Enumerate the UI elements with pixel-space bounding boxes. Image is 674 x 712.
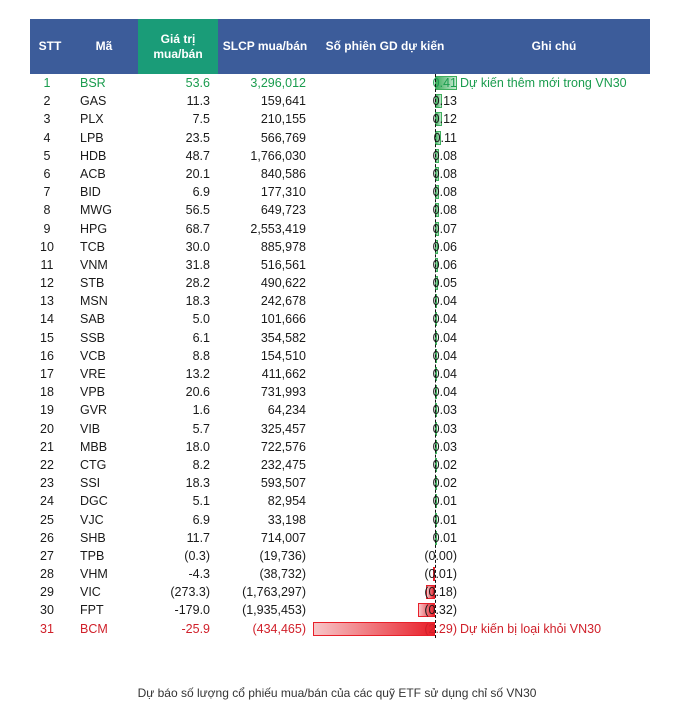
- row-stt: 31: [40, 621, 54, 636]
- table-row: [30, 74, 650, 92]
- row-note: [460, 147, 650, 165]
- row-sessions: (0.18): [424, 585, 457, 600]
- row-value: 56.5: [185, 203, 210, 218]
- row-ticker: DGC: [80, 494, 108, 509]
- row-shares: 566,769: [260, 130, 306, 145]
- row-stt: 7: [43, 185, 51, 200]
- row-sessions: 0.04: [432, 312, 457, 327]
- row-sessions: 0.02: [432, 476, 457, 491]
- row-sessions: 0.01: [432, 530, 457, 545]
- row-shares: 154,510: [260, 348, 306, 363]
- row-value: 6.1: [192, 330, 210, 345]
- table-row: [30, 401, 650, 419]
- row-value: 28.2: [185, 276, 210, 291]
- row-ticker: VCB: [80, 348, 106, 363]
- table-row: [30, 547, 650, 565]
- row-note: [460, 529, 650, 547]
- row-ticker: VIB: [80, 421, 101, 436]
- row-value: 13.2: [185, 367, 210, 381]
- row-ticker: STB: [80, 276, 105, 291]
- row-shares: 3,296,012: [250, 76, 306, 90]
- table-row: [30, 383, 650, 401]
- row-note: [460, 583, 650, 601]
- row-stt: 3: [43, 112, 51, 127]
- table-row: [30, 347, 650, 365]
- table-row: [30, 620, 650, 638]
- row-stt: 16: [40, 348, 54, 363]
- row-stt: 30: [40, 603, 54, 618]
- row-ticker: VJC: [80, 512, 104, 527]
- row-ticker: MSN: [80, 294, 108, 309]
- session-zero-axis: [435, 74, 436, 638]
- row-value: -179.0: [174, 603, 210, 618]
- row-note: [460, 201, 650, 219]
- row-sessions: 0.01: [432, 512, 457, 527]
- table-caption: Dự báo số lượng cổ phiếu mua/bán của các quỹ ETF sử dụng chỉ số VN30: [137, 686, 537, 700]
- header-slcp: SLCP mua/bán: [222, 39, 308, 53]
- row-ticker: SSI: [80, 476, 101, 491]
- row-sessions: 0.04: [432, 385, 457, 400]
- row-value: 5.1: [192, 494, 210, 509]
- row-value: 23.5: [185, 130, 210, 145]
- row-note: [460, 456, 650, 474]
- row-sessions: (0.32): [424, 603, 457, 618]
- row-note: [460, 183, 650, 201]
- row-ticker: VHM: [80, 567, 108, 582]
- row-ticker: ACB: [80, 166, 106, 181]
- row-sessions: 0.12: [432, 112, 457, 127]
- row-value: 20.1: [185, 166, 210, 181]
- table-row: [30, 183, 650, 201]
- row-sessions: 0.07: [432, 221, 457, 236]
- row-note: [460, 310, 650, 328]
- header-so-phien: Số phiên GD dự kiến: [325, 39, 445, 53]
- row-shares: 714,007: [260, 530, 306, 545]
- row-sessions: 0.11: [433, 130, 457, 145]
- row-note: [460, 601, 650, 619]
- row-shares: 325,457: [260, 421, 306, 436]
- row-ticker: VIC: [80, 585, 101, 600]
- row-note: [460, 129, 650, 147]
- row-stt: 23: [40, 476, 54, 491]
- row-value: 11.7: [186, 530, 210, 545]
- row-shares: 210,155: [260, 112, 306, 127]
- table-row: [30, 365, 650, 383]
- row-shares: 177,310: [260, 185, 306, 200]
- row-ticker: PLX: [80, 112, 104, 127]
- table-row: [30, 256, 650, 274]
- row-stt: 6: [43, 166, 51, 181]
- row-stt: 14: [40, 312, 54, 327]
- row-shares: 722,576: [260, 439, 306, 454]
- row-stt: 9: [43, 221, 51, 236]
- row-ticker: SAB: [80, 312, 106, 327]
- row-shares: 242,678: [260, 294, 306, 309]
- row-value: 48.7: [185, 148, 210, 163]
- row-sessions: 0.05: [432, 276, 457, 291]
- row-ticker: VPB: [80, 385, 106, 400]
- table-row: [30, 565, 650, 583]
- row-sessions: 0.04: [432, 348, 457, 363]
- header-stt: STT: [38, 39, 62, 53]
- row-sessions: 0.41: [432, 76, 457, 90]
- row-note: Dự kiến bị loại khỏi VN30: [460, 621, 602, 636]
- row-shares: 101,666: [260, 312, 306, 327]
- table-row: [30, 129, 650, 147]
- row-ticker: SHB: [80, 530, 106, 545]
- row-sessions: 0.03: [432, 421, 457, 436]
- row-value: -4.3: [188, 567, 210, 582]
- row-shares: 64,234: [267, 403, 306, 418]
- row-note: [460, 474, 650, 492]
- table-row: [30, 529, 650, 547]
- table-row: [30, 583, 650, 601]
- table-row: [30, 420, 650, 438]
- row-value: 1.6: [192, 403, 210, 418]
- row-ticker: GAS: [80, 94, 107, 109]
- row-stt: 4: [43, 130, 51, 145]
- row-note: [460, 256, 650, 274]
- row-stt: 11: [40, 257, 54, 272]
- table-row: [30, 220, 650, 238]
- row-shares: 1,766,030: [250, 148, 306, 163]
- row-ticker: HDB: [80, 148, 107, 163]
- header-ghi-chu: Ghi chú: [531, 39, 577, 53]
- row-value: 7.5: [192, 112, 210, 127]
- row-sessions: 0.02: [432, 457, 457, 472]
- etf-forecast-table: [30, 19, 650, 638]
- row-stt: 18: [40, 385, 54, 400]
- row-value: 18.0: [185, 439, 210, 454]
- row-shares: 840,586: [260, 166, 306, 181]
- row-stt: 5: [43, 148, 51, 163]
- row-note: [460, 511, 650, 529]
- row-stt: 26: [40, 530, 54, 545]
- row-note: [460, 292, 650, 310]
- row-note: [460, 565, 650, 583]
- row-value: 20.6: [185, 385, 210, 400]
- row-stt: 12: [40, 276, 54, 291]
- row-sessions: 0.08: [432, 203, 457, 218]
- row-sessions: 0.03: [432, 439, 457, 454]
- table-body: [30, 74, 650, 638]
- row-shares: 593,507: [260, 476, 306, 491]
- row-note: [460, 401, 650, 419]
- row-stt: 29: [40, 585, 54, 600]
- row-value: 6.9: [192, 512, 210, 527]
- table-row: [30, 274, 650, 292]
- row-sessions: 0.01: [432, 494, 457, 509]
- row-shares: 159,641: [260, 94, 306, 109]
- row-shares: 33,198: [267, 512, 306, 527]
- row-shares: 516,561: [260, 257, 306, 272]
- row-note: [460, 110, 650, 128]
- row-shares: 82,954: [267, 494, 306, 509]
- row-note: [460, 165, 650, 183]
- row-sessions: 0.08: [432, 148, 457, 163]
- row-value: 68.7: [185, 221, 210, 236]
- row-sessions: 0.04: [432, 330, 457, 345]
- row-stt: 2: [43, 94, 51, 109]
- row-note: [460, 420, 650, 438]
- row-value: -25.9: [181, 621, 210, 636]
- row-ticker: SSB: [80, 330, 106, 345]
- row-value: 30.0: [185, 239, 210, 254]
- row-stt: 24: [40, 494, 54, 509]
- row-sessions: (0.01): [424, 567, 457, 582]
- row-ticker: BID: [80, 185, 101, 200]
- row-ticker: MWG: [80, 203, 112, 218]
- row-value: (273.3): [170, 585, 210, 600]
- row-note: [460, 92, 650, 110]
- row-shares: 731,993: [260, 385, 306, 400]
- row-stt: 19: [40, 403, 54, 418]
- row-shares: 232,475: [260, 457, 306, 472]
- row-note: [460, 220, 650, 238]
- row-stt: 8: [43, 203, 51, 218]
- row-stt: 20: [40, 421, 54, 436]
- table-row: [30, 92, 650, 110]
- row-note: [460, 347, 650, 365]
- row-value: (0.3): [184, 548, 210, 563]
- row-ticker: MBB: [80, 439, 108, 454]
- row-sessions: 0.13: [432, 94, 457, 109]
- table-row: [30, 601, 650, 619]
- row-value: 18.3: [185, 476, 210, 491]
- row-stt: 15: [40, 330, 54, 345]
- row-ticker: TCB: [80, 239, 105, 254]
- row-stt: 25: [40, 512, 54, 527]
- row-shares: (38,732): [259, 567, 306, 582]
- row-sessions: 0.06: [432, 239, 457, 254]
- row-value: 8.2: [192, 457, 210, 472]
- table-row: [30, 310, 650, 328]
- row-ticker: BCM: [80, 621, 108, 636]
- row-stt: 21: [40, 439, 54, 454]
- row-stt: 13: [40, 294, 54, 309]
- row-value: 5.0: [192, 312, 210, 327]
- row-sessions: 0.04: [432, 294, 457, 309]
- table-row: [30, 438, 650, 456]
- row-stt: 28: [40, 567, 54, 582]
- row-sessions: 0.03: [432, 403, 457, 418]
- row-value: 11.3: [186, 94, 210, 109]
- row-note: [460, 383, 650, 401]
- row-ticker: HPG: [80, 221, 108, 236]
- row-shares: 411,662: [261, 367, 306, 381]
- row-note: [460, 492, 650, 510]
- row-sessions: 0.08: [432, 166, 457, 181]
- table-row: [30, 147, 650, 165]
- row-note: [460, 365, 650, 383]
- row-sessions: 0.08: [432, 185, 457, 200]
- row-ticker: VNM: [80, 257, 108, 272]
- row-shares: 354,582: [260, 330, 306, 345]
- row-ticker: LPB: [80, 130, 104, 145]
- row-value: 6.9: [192, 185, 210, 200]
- table-row: [30, 329, 650, 347]
- row-ticker: VRE: [80, 367, 106, 381]
- row-note: Dự kiến thêm mới trong VN30: [460, 76, 627, 90]
- row-shares: 649,723: [260, 203, 306, 218]
- row-shares: (19,736): [259, 548, 306, 563]
- row-stt: 17: [40, 367, 54, 381]
- row-value: 8.8: [192, 348, 210, 363]
- row-shares: (1,935,453): [242, 603, 306, 618]
- row-sessions: 0.06: [432, 257, 457, 272]
- table-row: [30, 492, 650, 510]
- row-value: 31.8: [185, 257, 210, 272]
- row-ticker: TPB: [80, 548, 105, 563]
- row-sessions: (2.29): [424, 621, 457, 636]
- row-value: 5.7: [192, 421, 210, 436]
- row-note: [460, 274, 650, 292]
- header-ma: Mã: [95, 39, 113, 53]
- header-gia-tri: Giá trị mua/bán: [138, 19, 218, 74]
- row-sessions: (0.00): [424, 548, 457, 563]
- row-shares: 885,978: [260, 239, 306, 254]
- row-stt: 22: [40, 457, 54, 472]
- table-row: [30, 292, 650, 310]
- row-shares: (1,763,297): [242, 585, 306, 600]
- row-ticker: BSR: [80, 76, 106, 90]
- row-note: [460, 438, 650, 456]
- row-value: 53.6: [185, 76, 210, 90]
- table-header: [30, 19, 650, 74]
- row-note: [460, 329, 650, 347]
- table-row: [30, 511, 650, 529]
- table-row: [30, 165, 650, 183]
- row-ticker: GVR: [80, 403, 108, 418]
- row-shares: (434,465): [252, 621, 306, 636]
- table-row: [30, 456, 650, 474]
- row-ticker: CTG: [80, 457, 107, 472]
- table-row: [30, 201, 650, 219]
- row-note: [460, 547, 650, 565]
- row-sessions: 0.04: [432, 367, 457, 381]
- row-shares: 2,553,419: [250, 221, 306, 236]
- row-stt: 1: [43, 76, 51, 90]
- row-note: [460, 238, 650, 256]
- row-ticker: FPT: [80, 603, 104, 618]
- row-shares: 490,622: [260, 276, 306, 291]
- table-row: [30, 238, 650, 256]
- table-row: [30, 474, 650, 492]
- row-value: 18.3: [185, 294, 210, 309]
- row-stt: 10: [40, 239, 54, 254]
- table-row: [30, 110, 650, 128]
- row-stt: 27: [40, 548, 54, 563]
